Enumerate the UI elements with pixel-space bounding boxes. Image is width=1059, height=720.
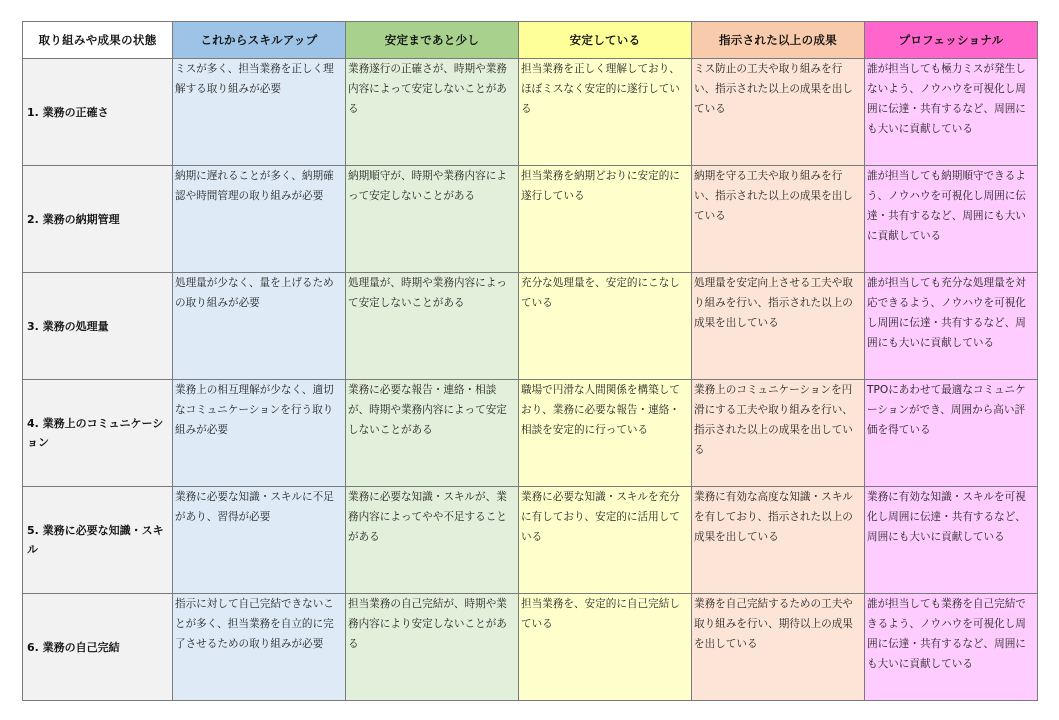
table-cell: 業務遂行の正確さが、時期や業務内容によって安定しないことがある xyxy=(346,59,519,166)
table-cell: 処理量を安定向上させる工夫や取り組みを行い、指示された以上の成果を出している xyxy=(692,273,865,380)
header-row xyxy=(23,22,1038,59)
table-cell: 業務に必要な知識・スキルに不足があり、習得が必要 xyxy=(173,487,346,594)
table-cell: 誰が担当しても業務を自己完結できるよう、ノウハウを可視化し周囲に伝達・共有するなど、周囲にも大いに貢献している xyxy=(865,594,1038,701)
table-cell: 誰が担当しても極力ミスが発生しないよう、ノウハウを可視化し周囲に伝達・共有するなど、周囲にも大いに貢献している xyxy=(865,59,1038,166)
table-row xyxy=(23,594,1038,701)
row-category: 6. 業務の自己完結 xyxy=(23,594,173,701)
table-cell: 処理量が少なく、量を上げるための取り組みが必要 xyxy=(173,273,346,380)
table-row xyxy=(23,166,1038,273)
header-level-4: 指示された以上の成果 xyxy=(692,22,865,59)
table-cell: 業務に必要な知識・スキルが、業務内容によってやや不足することがある xyxy=(346,487,519,594)
table-cell: 担当業務を、安定的に自己完結している xyxy=(519,594,692,701)
table-row xyxy=(23,59,1038,166)
table-cell: 処理量が、時期や業務内容によって安定しないことがある xyxy=(346,273,519,380)
header-corner: 取り組みや成果の状態 xyxy=(23,22,173,59)
table-cell: ミスが多く、担当業務を正しく理解する取り組みが必要 xyxy=(173,59,346,166)
table-cell: 業務に有効な高度な知識・スキルを有しており、指示された以上の成果を出している xyxy=(692,487,865,594)
table-cell: 納期に遅れることが多く、納期確認や時間管理の取り組みが必要 xyxy=(173,166,346,273)
table-cell: 誰が担当しても納期順守できるよう、ノウハウを可視化し周囲に伝達・共有するなど、周囲にも大いに貢献している xyxy=(865,166,1038,273)
table-cell: 業務に必要な報告・連絡・相談が、時期や業務内容によって安定しないことがある xyxy=(346,380,519,487)
row-category: 1. 業務の正確さ xyxy=(23,59,173,166)
table-cell: 業務に必要な知識・スキルを充分に有しており、安定的に活用している xyxy=(519,487,692,594)
table-cell: 業務上の相互理解が少なく、適切なコミュニケーションを行う取り組みが必要 xyxy=(173,380,346,487)
table-cell: 納期順守が、時期や業務内容によって安定しないことがある xyxy=(346,166,519,273)
table-cell: 指示に対して自己完結できないことが多く、担当業務を自立的に完了させるための取り組みが必要 xyxy=(173,594,346,701)
table-cell: TPOにあわせて最適なコミュニケーションができ、周囲から高い評価を得ている xyxy=(865,380,1038,487)
table-cell: 業務に有効な知識・スキルを可視化し周囲に伝達・共有するなど、周囲にも大いに貢献している xyxy=(865,487,1038,594)
skill-evaluation-matrix xyxy=(22,21,1038,701)
row-category: 4. 業務上のコミュニケーション xyxy=(23,380,173,487)
table-cell: ミス防止の工夫や取り組みを行い、指示された以上の成果を出している xyxy=(692,59,865,166)
header-level-5: プロフェッショナル xyxy=(865,22,1038,59)
row-category: 3. 業務の処理量 xyxy=(23,273,173,380)
table-cell: 担当業務の自己完結が、時期や業務内容により安定しないことがある xyxy=(346,594,519,701)
table-cell: 充分な処理量を、安定的にこなしている xyxy=(519,273,692,380)
table-row xyxy=(23,273,1038,380)
table-row xyxy=(23,380,1038,487)
table-cell: 業務を自己完結するための工夫や取り組みを行い、期待以上の成果を出している xyxy=(692,594,865,701)
table-cell: 職場で円滑な人間関係を構築しており、業務に必要な報告・連絡・相談を安定的に行っている xyxy=(519,380,692,487)
evaluation-sheet xyxy=(22,21,1037,701)
table-cell: 業務上のコミュニケーションを円滑にする工夫や取り組みを行い、指示された以上の成果を出している xyxy=(692,380,865,487)
row-category: 2. 業務の納期管理 xyxy=(23,166,173,273)
header-level-1: これからスキルアップ xyxy=(173,22,346,59)
table-row xyxy=(23,487,1038,594)
row-category: 5. 業務に必要な知識・スキル xyxy=(23,487,173,594)
table-cell: 誰が担当しても充分な処理量を対応できるよう、ノウハウを可視化し周囲に伝達・共有するなど、周囲にも大いに貢献している xyxy=(865,273,1038,380)
header-level-2: 安定まであと少し xyxy=(346,22,519,59)
table-cell: 担当業務を納期どおりに安定的に遂行している xyxy=(519,166,692,273)
table-cell: 納期を守る工夫や取り組みを行い、指示された以上の成果を出している xyxy=(692,166,865,273)
table-cell: 担当業務を正しく理解しており、ほぼミスなく安定的に遂行している xyxy=(519,59,692,166)
header-level-3: 安定している xyxy=(519,22,692,59)
